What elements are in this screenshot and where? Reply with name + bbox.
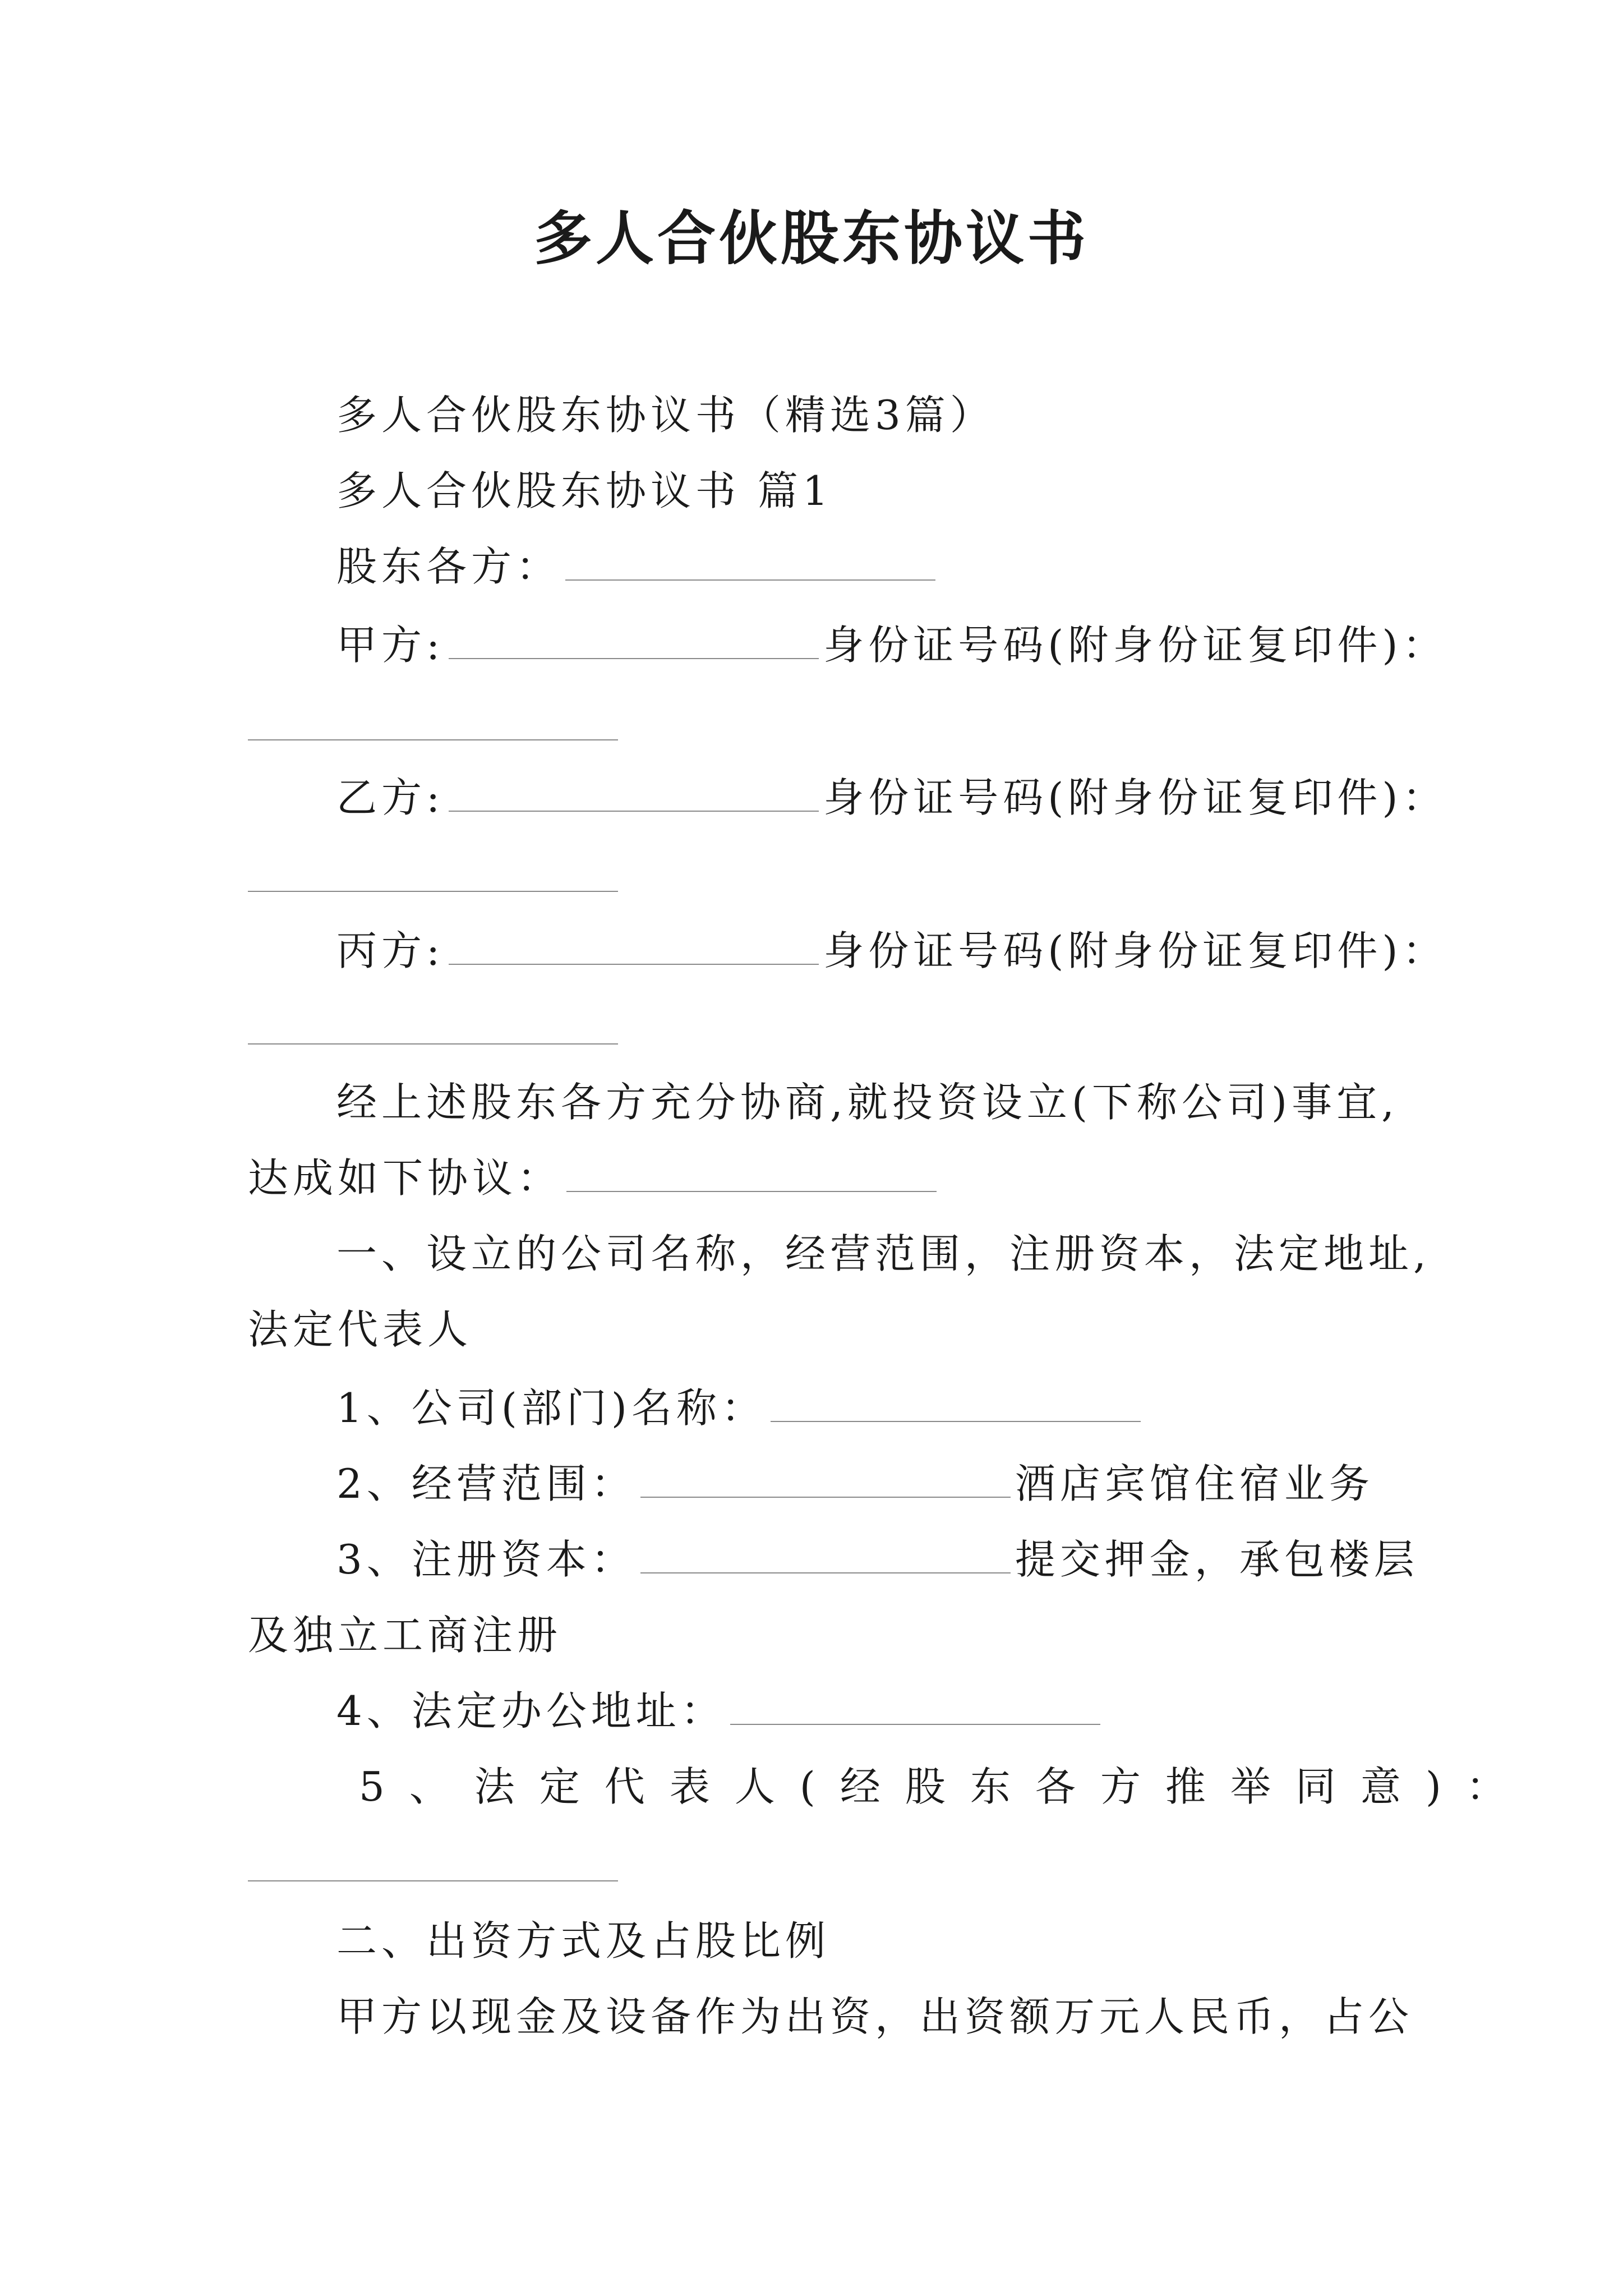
- item3-blank: [640, 1538, 1011, 1573]
- section1-heading-2: 法定代表人: [248, 1306, 473, 1353]
- item2-label: 2、经营范围：: [336, 1460, 636, 1507]
- item2-blank: [640, 1462, 1011, 1498]
- party-b-id-blank: [248, 891, 618, 892]
- item5-line: 5、法定代表人(经股东各方推举同意)：: [359, 1763, 1531, 1810]
- section2-heading: 二、出资方式及占股比例: [336, 1917, 831, 1964]
- item5-blank: [248, 1880, 618, 1881]
- intro-line-2: [248, 1150, 941, 1206]
- shareholders-blank: [565, 545, 935, 581]
- item1-label: 1、公司(部门)名称：: [336, 1384, 766, 1432]
- item4-line: [336, 1683, 1105, 1739]
- item2-value: 酒店宾馆住宿业务: [1015, 1460, 1374, 1507]
- party-c-id-label: 身份证号码(附身份证复印件)：: [823, 927, 1447, 974]
- intro-line-1: 经上述股东各方充分协商,就投资设立(下称公司)事宜,: [336, 1079, 1399, 1126]
- item4-label: 4、法定办公地址：: [336, 1687, 726, 1734]
- item3-label: 3、注册资本：: [336, 1536, 636, 1583]
- subtitle-line: 多人合伙股东协议书（精选3篇）: [336, 392, 995, 439]
- party-a-name-blank: [449, 623, 819, 659]
- section1-heading-1: 一、设立的公司名称，经营范围，注册资本，法定地址,: [336, 1230, 1431, 1277]
- party-c-line: [336, 923, 1447, 979]
- party-a-line: [336, 617, 1447, 673]
- party-a-id-blank: [248, 739, 618, 740]
- item2-line: [336, 1456, 1374, 1512]
- party-c-name-blank: [449, 929, 819, 965]
- party-b-line: [336, 770, 1447, 826]
- intro-label: 达成如下协议：: [248, 1154, 562, 1202]
- chapter-heading: 多人合伙股东协议书 篇1: [336, 467, 833, 514]
- item4-blank: [730, 1689, 1100, 1725]
- item1-blank: [771, 1386, 1141, 1422]
- item3-value: 提交押金，承包楼层: [1015, 1536, 1419, 1583]
- shareholders-line: [336, 539, 940, 595]
- party-b-id-label: 身份证号码(附身份证复印件)：: [823, 774, 1447, 821]
- party-a-id-label: 身份证号码(附身份证复印件)：: [823, 622, 1447, 669]
- document-title: 多人合伙股东协议书: [533, 204, 1089, 273]
- party-a-label: 甲方:: [336, 622, 445, 669]
- party-c-id-blank: [248, 1043, 618, 1045]
- intro-blank: [566, 1156, 937, 1192]
- item1-line: [336, 1380, 1145, 1436]
- shareholders-label: 股东各方：: [336, 543, 561, 590]
- section2-paragraph: 甲方以现金及设备作为出资，出资额万元人民币，占公: [336, 1993, 1414, 2040]
- party-b-name-blank: [449, 776, 819, 812]
- item3-continuation: 及独立工商注册: [248, 1612, 562, 1659]
- party-b-label: 乙方:: [336, 774, 445, 821]
- party-c-label: 丙方:: [336, 927, 445, 974]
- item3-line: [336, 1531, 1419, 1588]
